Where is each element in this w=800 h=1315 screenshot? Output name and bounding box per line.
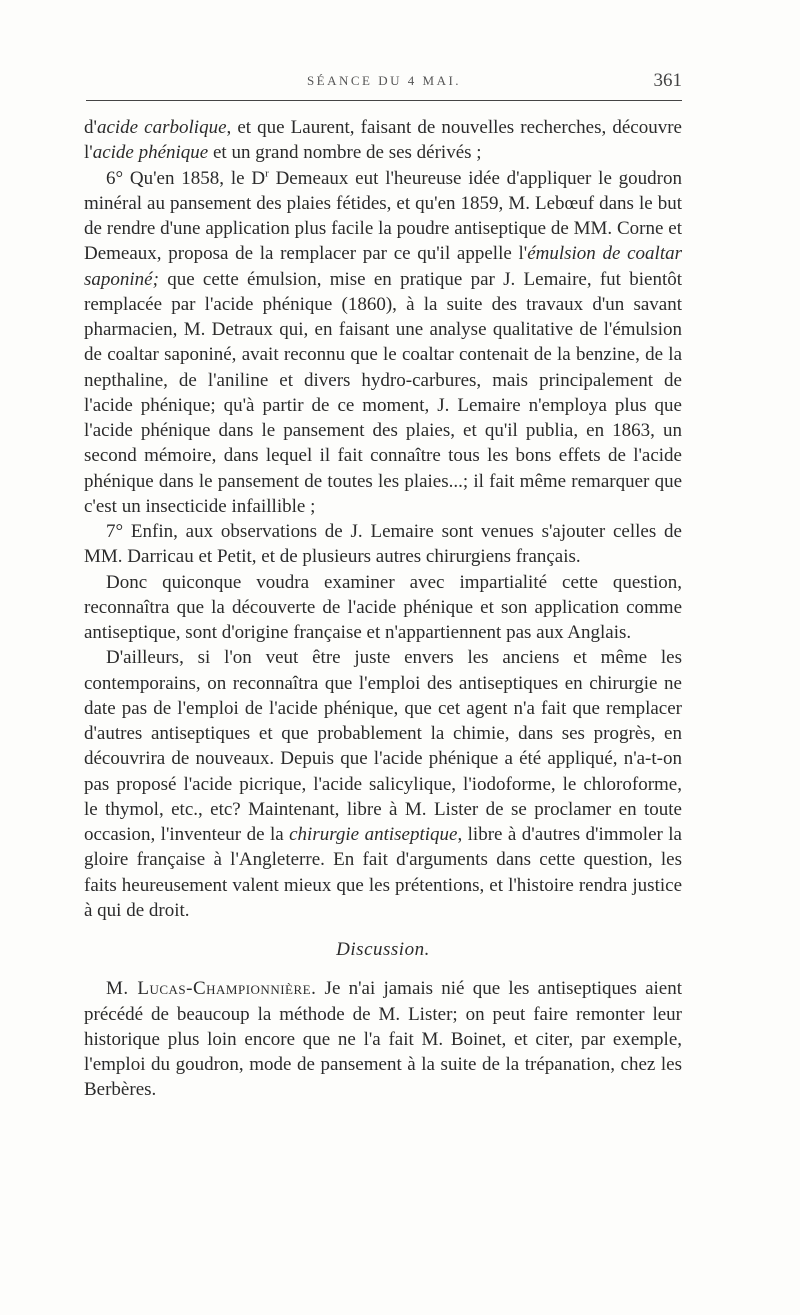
- italic-term: émulsion de coaltar saponiné;: [84, 243, 682, 290]
- paragraph-3: 7° Enfin, aux observations de J. Lemaire sont venues s'ajouter celles de MM. Darricau et Petit, et de plusieurs autres chirurgiens français.: [84, 521, 682, 568]
- text-run: d': [84, 117, 97, 138]
- text-run: 6° Qu'en 1858, le D: [106, 167, 266, 189]
- superscript: r: [265, 167, 269, 180]
- page-header: [86, 70, 682, 94]
- text-run: et un grand nombre de ses dérivés ;: [208, 142, 482, 164]
- italic-term: acide carbolique: [96, 117, 227, 138]
- paragraph-6: [84, 976, 682, 1102]
- italic-term: acide phénique: [92, 142, 209, 164]
- page-number: 361: [653, 70, 682, 91]
- paragraph-1: [84, 115, 682, 166]
- text-run: que cette émulsion, mise en pratique par J. Lemaire, fut bientôt remplacée par l'acide phénique (1860), à la suite des travaux d'un savant pharmacien, M. Detraux qui, en faisant une analyse qualitative de l'émulsion de coaltar saponiné, avait reconnu que le coaltar contenait de la benzine, de la nepthaline, de l'aniline et divers hydro-carbures, mais principalement de l'acide phénique; qu'à partir de ce moment, J. Lemaire n'employa plus que l'acide phénique dans le pansement des plaies, et qu'il publia, en 1863, un second mémoire, dans lequel il fait connaître tous les bons effets de l'acide phénique dans le pansement de toutes les plaies...; il fait même remarquer que c'est un insecticide infaillible ;: [84, 268, 682, 517]
- speaker-name: M. Lucas-Championnière.: [106, 978, 317, 1000]
- text-run: , et que Laurent, faisant de nouvelles recherches, découvre l': [84, 117, 682, 164]
- running-head: SÉANCE DU 4 MAI.: [306, 73, 462, 88]
- header-rule: [86, 100, 682, 101]
- section-heading: Discussion.: [336, 939, 430, 960]
- paragraph-5: [84, 645, 682, 923]
- text-run: Je n'ai jamais nié que les antiseptiques aient précédé de beaucoup la méthode de M. Lister; on peut faire remonter leur historique plus loin encore que ne l'a fait M. Boinet, et citer, par exemple, l'emploi du goudron, mode de pansement à la suite de la trépanation, chez les Berbères.: [84, 978, 683, 1101]
- page-body: [84, 115, 682, 1103]
- text-run: D'ailleurs, si l'on veut être juste envers les anciens et même les contemporains, on reconnaîtra que l'emploi des antiseptiques en chirurgie ne date pas de l'emploi de l'acide phénique, que cet agent n'a fait que remplacer d'autres antiseptiques et que probablement la chimie, dans ses progrès, en découvrira de nouveaux. Depuis que l'acide phénique a été appliqué, n'a-t-on pas proposé l'acide picrique, l'acide salicylique, l'iodoforme, le chloroforme, le thymol, etc., etc? Maintenant, libre à M. Lister de se proclamer en toute occasion, l'inventeur de la: [84, 647, 682, 845]
- italic-term: chirurgie antiseptique: [289, 824, 458, 845]
- paragraph-2: [84, 166, 682, 520]
- text-run: Demeaux eut l'heureuse idée d'appliquer le goudron minéral au pansement des plaies fétides, et qu'en 1859, M. Lebœuf dans le but de rendre d'une application plus facile la poudre antiseptique de MM. Corne et Demeaux, proposa de la remplacer par ce qu'il appelle l': [84, 167, 683, 265]
- text-run: , libre à d'autres d'immoler la gloire française à l'Angleterre. En fait d'arguments dans cette question, les faits heureusement valent mieux que les prétentions, et l'histoire rendra justice à qui de droit.: [84, 824, 682, 921]
- paragraph-4: Donc quiconque voudra examiner avec impartialité cette question, reconnaîtra que la découverte de l'acide phénique et son application comme antiseptique, sont d'origine française et n'appartiennent pas aux Anglais.: [84, 571, 682, 643]
